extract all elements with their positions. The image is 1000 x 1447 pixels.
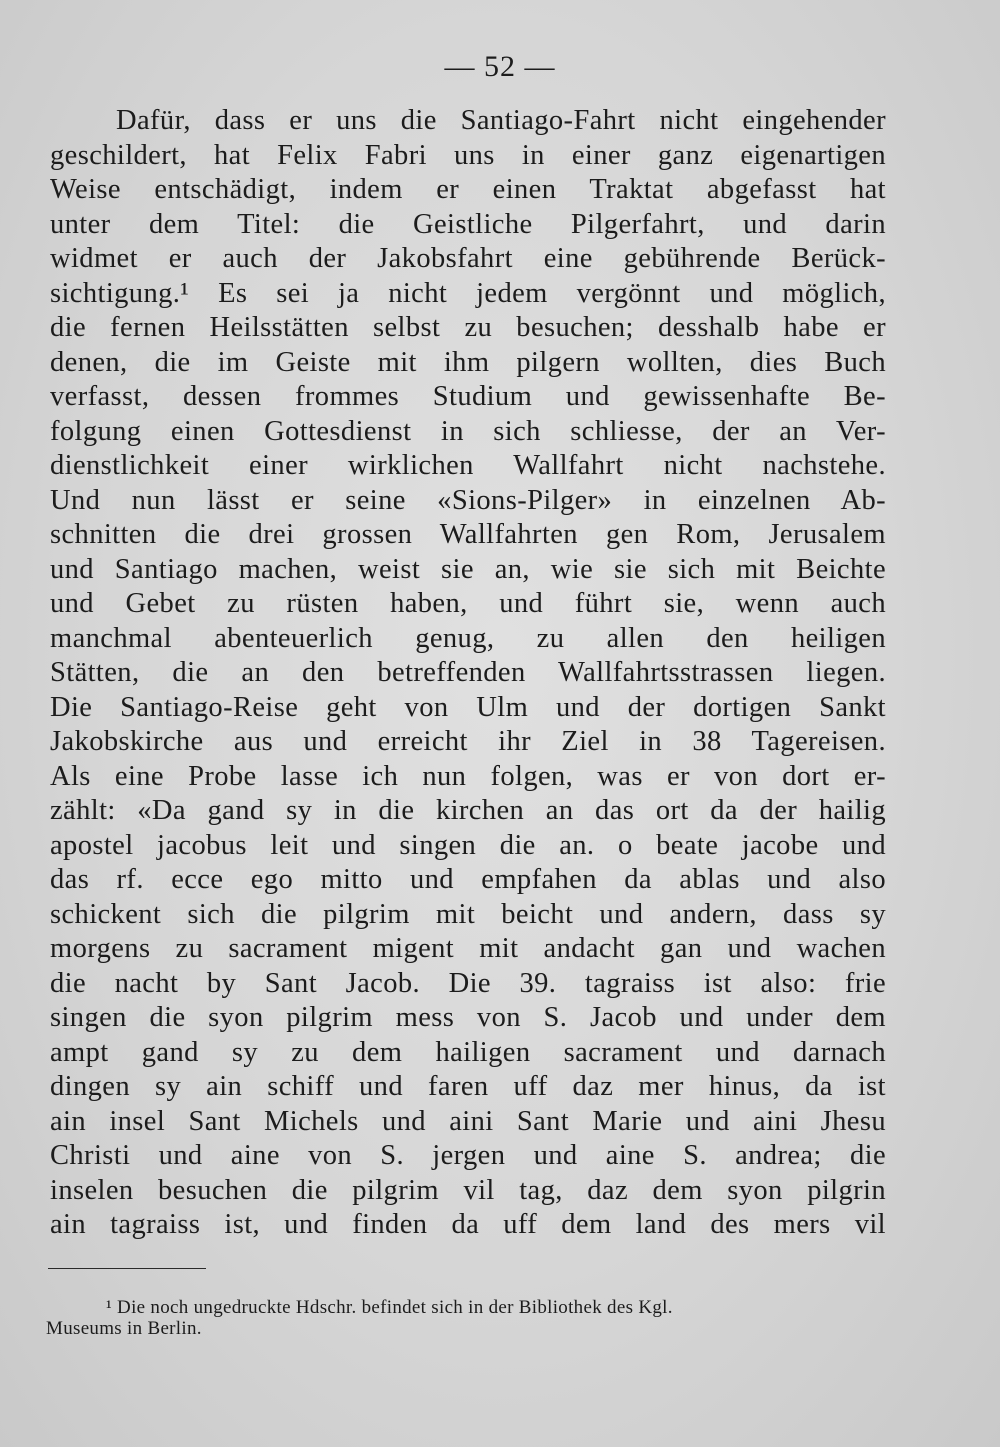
text-line: Als eine Probe lasse ich nun folgen, was er von dort er-	[50, 760, 886, 792]
text-line: Weise entschädigt, indem er einen Traktat abgefasst hat	[50, 174, 886, 205]
text-line: zählt: «Da gand sy in die kirchen an das ort da der hailig	[50, 795, 886, 826]
text-line: folgung einen Gottesdienst in sich schliesse, der an Ver-	[50, 415, 886, 447]
text-line: inselen besuchen die pilgrim vil tag, daz dem syon pilgrin	[50, 1174, 886, 1206]
text-line: ain insel Sant Michels und aini Sant Marie und aini Jhesu	[50, 1105, 886, 1137]
text-line: verfasst, dessen frommes Studium und gewissenhafte Be-	[50, 381, 886, 412]
text-line: denen, die im Geiste mit ihm pilgern wollten, dies Buch	[50, 346, 886, 378]
body-text	[50, 104, 886, 1243]
text-line: singen die syon pilgrim mess von S. Jacob und under dem	[50, 1002, 886, 1033]
text-line: sichtigung.¹ Es sei ja nicht jedem vergönnt und möglich,	[50, 277, 886, 309]
text-line: Stätten, die an den betreffenden Wallfahrtsstrassen liegen.	[50, 657, 886, 688]
text-line: geschildert, hat Felix Fabri uns in einer ganz eigenartigen	[50, 139, 886, 171]
text-line: und Gebet zu rüsten haben, und führt sie, wenn auch	[50, 588, 886, 619]
text-line: widmet er auch der Jakobsfahrt eine gebührende Berück-	[50, 243, 886, 274]
text-line: schnitten die drei grossen Wallfahrten gen Rom, Jerusalem	[50, 519, 886, 550]
text-line: und Santiago machen, weist sie an, wie sie sich mit Beichte	[50, 553, 886, 585]
text-line: Dafür, dass er uns die Santiago-Fahrt nicht eingehender	[116, 105, 886, 136]
text-line: schickent sich die pilgrim mit beicht und andern, dass sy	[50, 898, 886, 930]
text-line: morgens zu sacrament migent mit andacht gan und wachen	[50, 933, 886, 964]
footnote	[46, 1297, 884, 1339]
footnote-divider	[48, 1268, 206, 1269]
text-line: Die Santiago-Reise geht von Ulm und der dortigen Sankt	[50, 691, 886, 723]
text-line: ampt gand sy zu dem hailigen sacrament und darnach	[50, 1036, 886, 1068]
text-line: Jakobskirche aus und erreicht ihr Ziel in 38 Tagereisen.	[50, 726, 886, 757]
text-line: dingen sy ain schiff und faren uff daz mer hinus, da ist	[50, 1071, 886, 1102]
text-line: die nacht by Sant Jacob. Die 39. tagraiss ist also: frie	[50, 967, 886, 999]
text-line: dienstlichkeit einer wirklichen Wallfahrt nicht nachstehe.	[50, 450, 886, 481]
text-line: apostel jacobus leit und singen die an. o beate jacobe und	[50, 829, 886, 861]
text-line: das rf. ecce ego mitto und empfahen da ablas und also	[50, 864, 886, 895]
text-line: unter dem Titel: die Geistliche Pilgerfahrt, und darin	[50, 208, 886, 240]
page-number: — 52 —	[444, 50, 556, 83]
text-line: Christi und aine von S. jergen und aine S. andrea; die	[50, 1140, 886, 1171]
text-line: Und nun lässt er seine «Sions-Pilger» in einzelnen Ab-	[50, 484, 886, 516]
text-line: ain tagraiss ist, und finden da uff dem land des mers vil	[50, 1209, 886, 1240]
text-line: manchmal abenteuerlich genug, zu allen den heiligen	[50, 622, 886, 654]
text-line: die fernen Heilsstätten selbst zu besuchen; desshalb habe er	[50, 312, 886, 343]
footnote-line: Museums in Berlin.	[46, 1318, 202, 1339]
footnote-line: ¹ Die noch ungedruckte Hdschr. befindet sich in der Bibliothek des Kgl.	[106, 1297, 673, 1318]
